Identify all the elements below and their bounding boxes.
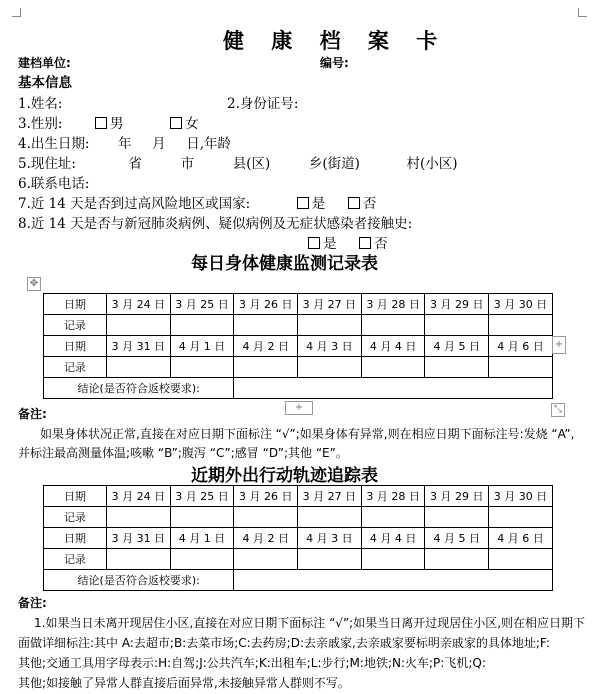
date-cell: 4 月 3 日 — [298, 528, 362, 549]
date-cell: 3 月 31 日 — [107, 528, 171, 549]
move-handle-icon[interactable]: ✥ — [27, 277, 41, 291]
date-row-label: 日期 — [44, 528, 107, 549]
name-field-label: 1.姓名: — [18, 96, 63, 112]
page-title: 健 康 档 案 卡 — [223, 28, 448, 53]
dob-field — [18, 132, 231, 152]
record-cell[interactable] — [107, 315, 171, 336]
date-cell: 4 月 2 日 — [234, 528, 298, 549]
record-cell[interactable] — [107, 549, 171, 570]
date-cell: 4 月 4 日 — [361, 528, 425, 549]
female-label: 女 — [185, 116, 199, 132]
record-row-label: 记录 — [44, 507, 107, 528]
record-cell[interactable] — [234, 507, 298, 528]
date-cell: 3 月 27 日 — [298, 294, 362, 315]
unit-label: 建档单位: — [18, 56, 71, 70]
q8-label: 8.近 14 天是否与新冠肺炎病例、疑似病例及无症状感染者接触史: — [18, 216, 413, 232]
q8-no-label: 否 — [374, 236, 388, 252]
travel-table-title: 近期外出行动轨迹追踪表 — [191, 466, 378, 486]
note1-line1: 如果身体状况正常,直接在对应日期下面标注 “√”;如果身体有异常,则在相应日期下面标注号:发烧 “A”, — [40, 427, 575, 441]
male-label: 男 — [110, 116, 124, 132]
record-row-label: 记录 — [44, 357, 107, 378]
date-cell: 3 月 26 日 — [234, 294, 298, 315]
record-cell[interactable] — [489, 357, 553, 378]
date-cell: 4 月 1 日 — [170, 336, 234, 357]
record-cell[interactable] — [170, 315, 234, 336]
conclusion-label: 结论(是否符合返校要求): — [44, 378, 234, 399]
travel-week2-record-row — [44, 549, 553, 570]
record-row-label: 记录 — [44, 315, 107, 336]
note2-line2: 面做详细标注:其中 A:去超市;B:去菜市场;C:去药房;D:去亲戚家,去亲戚家要标明亲戚家的具体地址;F: — [18, 636, 550, 650]
gender-label: 3.性别: — [18, 116, 63, 132]
health-table-title: 每日身体健康监测记录表 — [191, 254, 378, 274]
record-cell[interactable] — [425, 507, 489, 528]
record-cell[interactable] — [170, 357, 234, 378]
travel-conclusion-row — [44, 570, 553, 591]
date-cell: 3 月 26 日 — [234, 486, 298, 507]
county-label: 县(区) — [232, 156, 271, 172]
township-label: 乡(街道) — [308, 156, 360, 172]
date-cell: 4 月 6 日 — [489, 528, 553, 549]
note1-line2: 并标注最高测量体温;咳嗽 “B”;腹泻 “C”;感冒 “D”;其他 “E”。 — [18, 446, 348, 460]
note2-line1: 1.如果当日未离开现居住小区,直接在对应日期下面标注 “√”;如果当日离开过现居住小区,则在相应日期下 — [34, 616, 586, 630]
q7-yes-checkbox[interactable] — [297, 197, 309, 209]
record-cell[interactable] — [298, 315, 362, 336]
date-cell: 3 月 29 日 — [425, 294, 489, 315]
dob-label: 4.出生日期: — [18, 136, 90, 152]
q8-no-checkbox[interactable] — [359, 237, 371, 249]
record-cell[interactable] — [489, 315, 553, 336]
q7-no-label: 否 — [362, 196, 377, 212]
date-row-label: 日期 — [44, 486, 107, 507]
record-cell[interactable] — [425, 315, 489, 336]
address-label: 5.现住址: — [18, 156, 76, 172]
date-cell: 3 月 27 日 — [298, 486, 362, 507]
date-cell: 4 月 6 日 — [489, 336, 553, 357]
record-cell[interactable] — [234, 315, 298, 336]
record-cell[interactable] — [170, 549, 234, 570]
date-cell: 3 月 25 日 — [170, 294, 234, 315]
number-label: 编号: — [320, 56, 349, 70]
date-cell: 3 月 28 日 — [361, 294, 425, 315]
corner-mark-top-left — [12, 8, 21, 17]
add-column-icon[interactable]: + — [552, 336, 566, 354]
record-row-label: 记录 — [44, 549, 107, 570]
date-cell: 4 月 4 日 — [361, 336, 425, 357]
day-age-label: 日,年龄 — [186, 136, 232, 152]
date-cell: 3 月 25 日 — [170, 486, 234, 507]
male-checkbox[interactable] — [95, 117, 107, 129]
record-cell[interactable] — [107, 357, 171, 378]
province-label: 省 — [128, 156, 143, 172]
travel-week1-record-row — [44, 507, 553, 528]
note2-line3: 其他;交通工具用字母表示:H:自驾;J:公共汽车;K:出租车;L:步行;M:地铁;N:火车;P:飞机;Q: — [18, 656, 486, 670]
health-week2-record-row — [44, 357, 553, 378]
resize-icon[interactable]: ⤡ — [551, 403, 565, 417]
travel-table — [43, 485, 553, 591]
record-cell[interactable] — [361, 315, 425, 336]
conclusion-cell[interactable] — [234, 378, 552, 399]
phone-field-label: 6.联系电话: — [18, 176, 90, 192]
date-cell: 3 月 28 日 — [361, 486, 425, 507]
conclusion-cell[interactable] — [234, 570, 552, 591]
record-cell[interactable] — [425, 549, 489, 570]
record-cell[interactable] — [234, 549, 298, 570]
id-field-label: 2.身份证号: — [227, 96, 299, 112]
q7-no-checkbox[interactable] — [348, 197, 360, 209]
record-cell[interactable] — [489, 507, 553, 528]
record-cell[interactable] — [234, 357, 298, 378]
date-cell: 4 月 2 日 — [234, 336, 298, 357]
note1-label: 备注: — [18, 407, 47, 421]
health-conclusion-row — [44, 378, 553, 399]
female-checkbox[interactable] — [170, 117, 182, 129]
q8-yes-label: 是 — [323, 236, 337, 252]
note2-line4: 其他;如接触了异常人群直接后面异常,未接触异常人群则不写。 — [18, 676, 350, 690]
q7-line — [18, 192, 376, 212]
travel-week2-date-row — [44, 528, 553, 549]
q8-yes-checkbox[interactable] — [308, 237, 320, 249]
city-label: 市 — [180, 156, 195, 172]
q7-yes-label: 是 — [311, 196, 326, 212]
health-week2-date-row — [44, 336, 553, 357]
record-cell[interactable] — [361, 357, 425, 378]
record-cell[interactable] — [361, 549, 425, 570]
record-cell[interactable] — [107, 507, 171, 528]
date-cell: 3 月 24 日 — [107, 294, 171, 315]
gender-field — [18, 112, 199, 132]
date-cell: 3 月 29 日 — [425, 486, 489, 507]
add-row-icon[interactable]: + — [285, 401, 313, 415]
record-cell[interactable] — [425, 357, 489, 378]
date-row-label: 日期 — [44, 336, 107, 357]
health-table — [43, 293, 553, 399]
record-cell[interactable] — [298, 549, 362, 570]
date-row-label: 日期 — [44, 294, 107, 315]
record-cell[interactable] — [361, 507, 425, 528]
health-week1-date-row — [44, 294, 553, 315]
month-label: 月 — [152, 136, 166, 152]
date-cell: 4 月 5 日 — [425, 528, 489, 549]
health-week1-record-row — [44, 315, 553, 336]
date-cell: 4 月 1 日 — [170, 528, 234, 549]
note2-label: 备注: — [18, 596, 47, 610]
section-heading-basic: 基本信息 — [18, 75, 72, 91]
q7-label: 7.近 14 天是否到过高风险地区或国家: — [18, 196, 251, 212]
address-field — [18, 152, 458, 172]
date-cell: 3 月 24 日 — [107, 486, 171, 507]
date-cell: 3 月 30 日 — [489, 294, 553, 315]
conclusion-label: 结论(是否符合返校要求): — [44, 570, 234, 591]
record-cell[interactable] — [170, 507, 234, 528]
village-label: 村(小区) — [406, 156, 458, 172]
date-cell: 3 月 30 日 — [489, 486, 553, 507]
date-cell: 4 月 3 日 — [298, 336, 362, 357]
travel-week1-date-row — [44, 486, 553, 507]
record-cell[interactable] — [298, 507, 362, 528]
date-cell: 3 月 31 日 — [107, 336, 171, 357]
date-cell: 4 月 5 日 — [425, 336, 489, 357]
record-cell[interactable] — [298, 357, 362, 378]
year-label: 年 — [118, 136, 132, 152]
corner-mark-top-right — [578, 8, 587, 17]
record-cell[interactable] — [489, 549, 553, 570]
